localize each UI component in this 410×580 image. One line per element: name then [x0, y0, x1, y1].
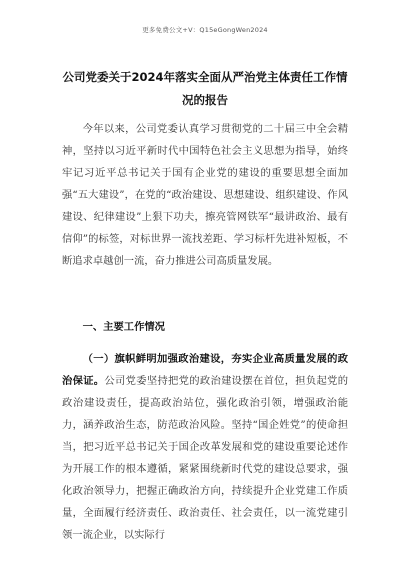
- intro-paragraph: 今年以来，公司党委认真学习贯彻党的二十届三中全会精神，坚持以习近平新时代中国特色社会主义思想为指导，始终牢记习近平总书记关于国有企业党的建设的重要思想全面加强“五大建设”，在党的“政治建设、思想建设、组织建设、作风建设、纪律建设”上狠下功夫，擦亮管网铁军“最讲政治、最有信仰”的标签，对标世界一流找差距、学习标杆先进补短板，不断追求卓越创一流，奋力推进公司高质量发展。: [62, 123, 348, 267]
- subsection-body: 公司党委坚持把党的政治建设摆在首位，担负起党的政治建设责任，提高政治站位，强化政治引领，增强政治能力，涵养政治生态，防范政治风险。坚持“国企姓党”的使命担当，把习近平总书记关于国企改革发展和党的建设重要论述作为开展工作的根本遵循，紧紧围绕新时代党的建设总要求，强化政治领导力，把握正确政治方向，持续提升企业党建工作质量，全面履行经济责任、政治责任、社会责任，以一流党建引领一流企业，以实际行: [62, 375, 349, 541]
- subsection-paragraph: [62, 348, 348, 546]
- header-promo-note: 更多免费公文+V：Q15eGongWen2024: [142, 26, 268, 34]
- subsection-lead: （一）旗帜鲜明加强政治建设，夯实企业高质量发展的政治保证。: [62, 353, 348, 387]
- document-title: 公司党委关于2024年落实全面从严治党主体责任工作情况的报告: [62, 70, 348, 107]
- document-body: [62, 118, 348, 272]
- subsection-1: [62, 348, 348, 546]
- section-1: [62, 316, 348, 338]
- section-heading: 一、主要工作情况: [82, 321, 165, 333]
